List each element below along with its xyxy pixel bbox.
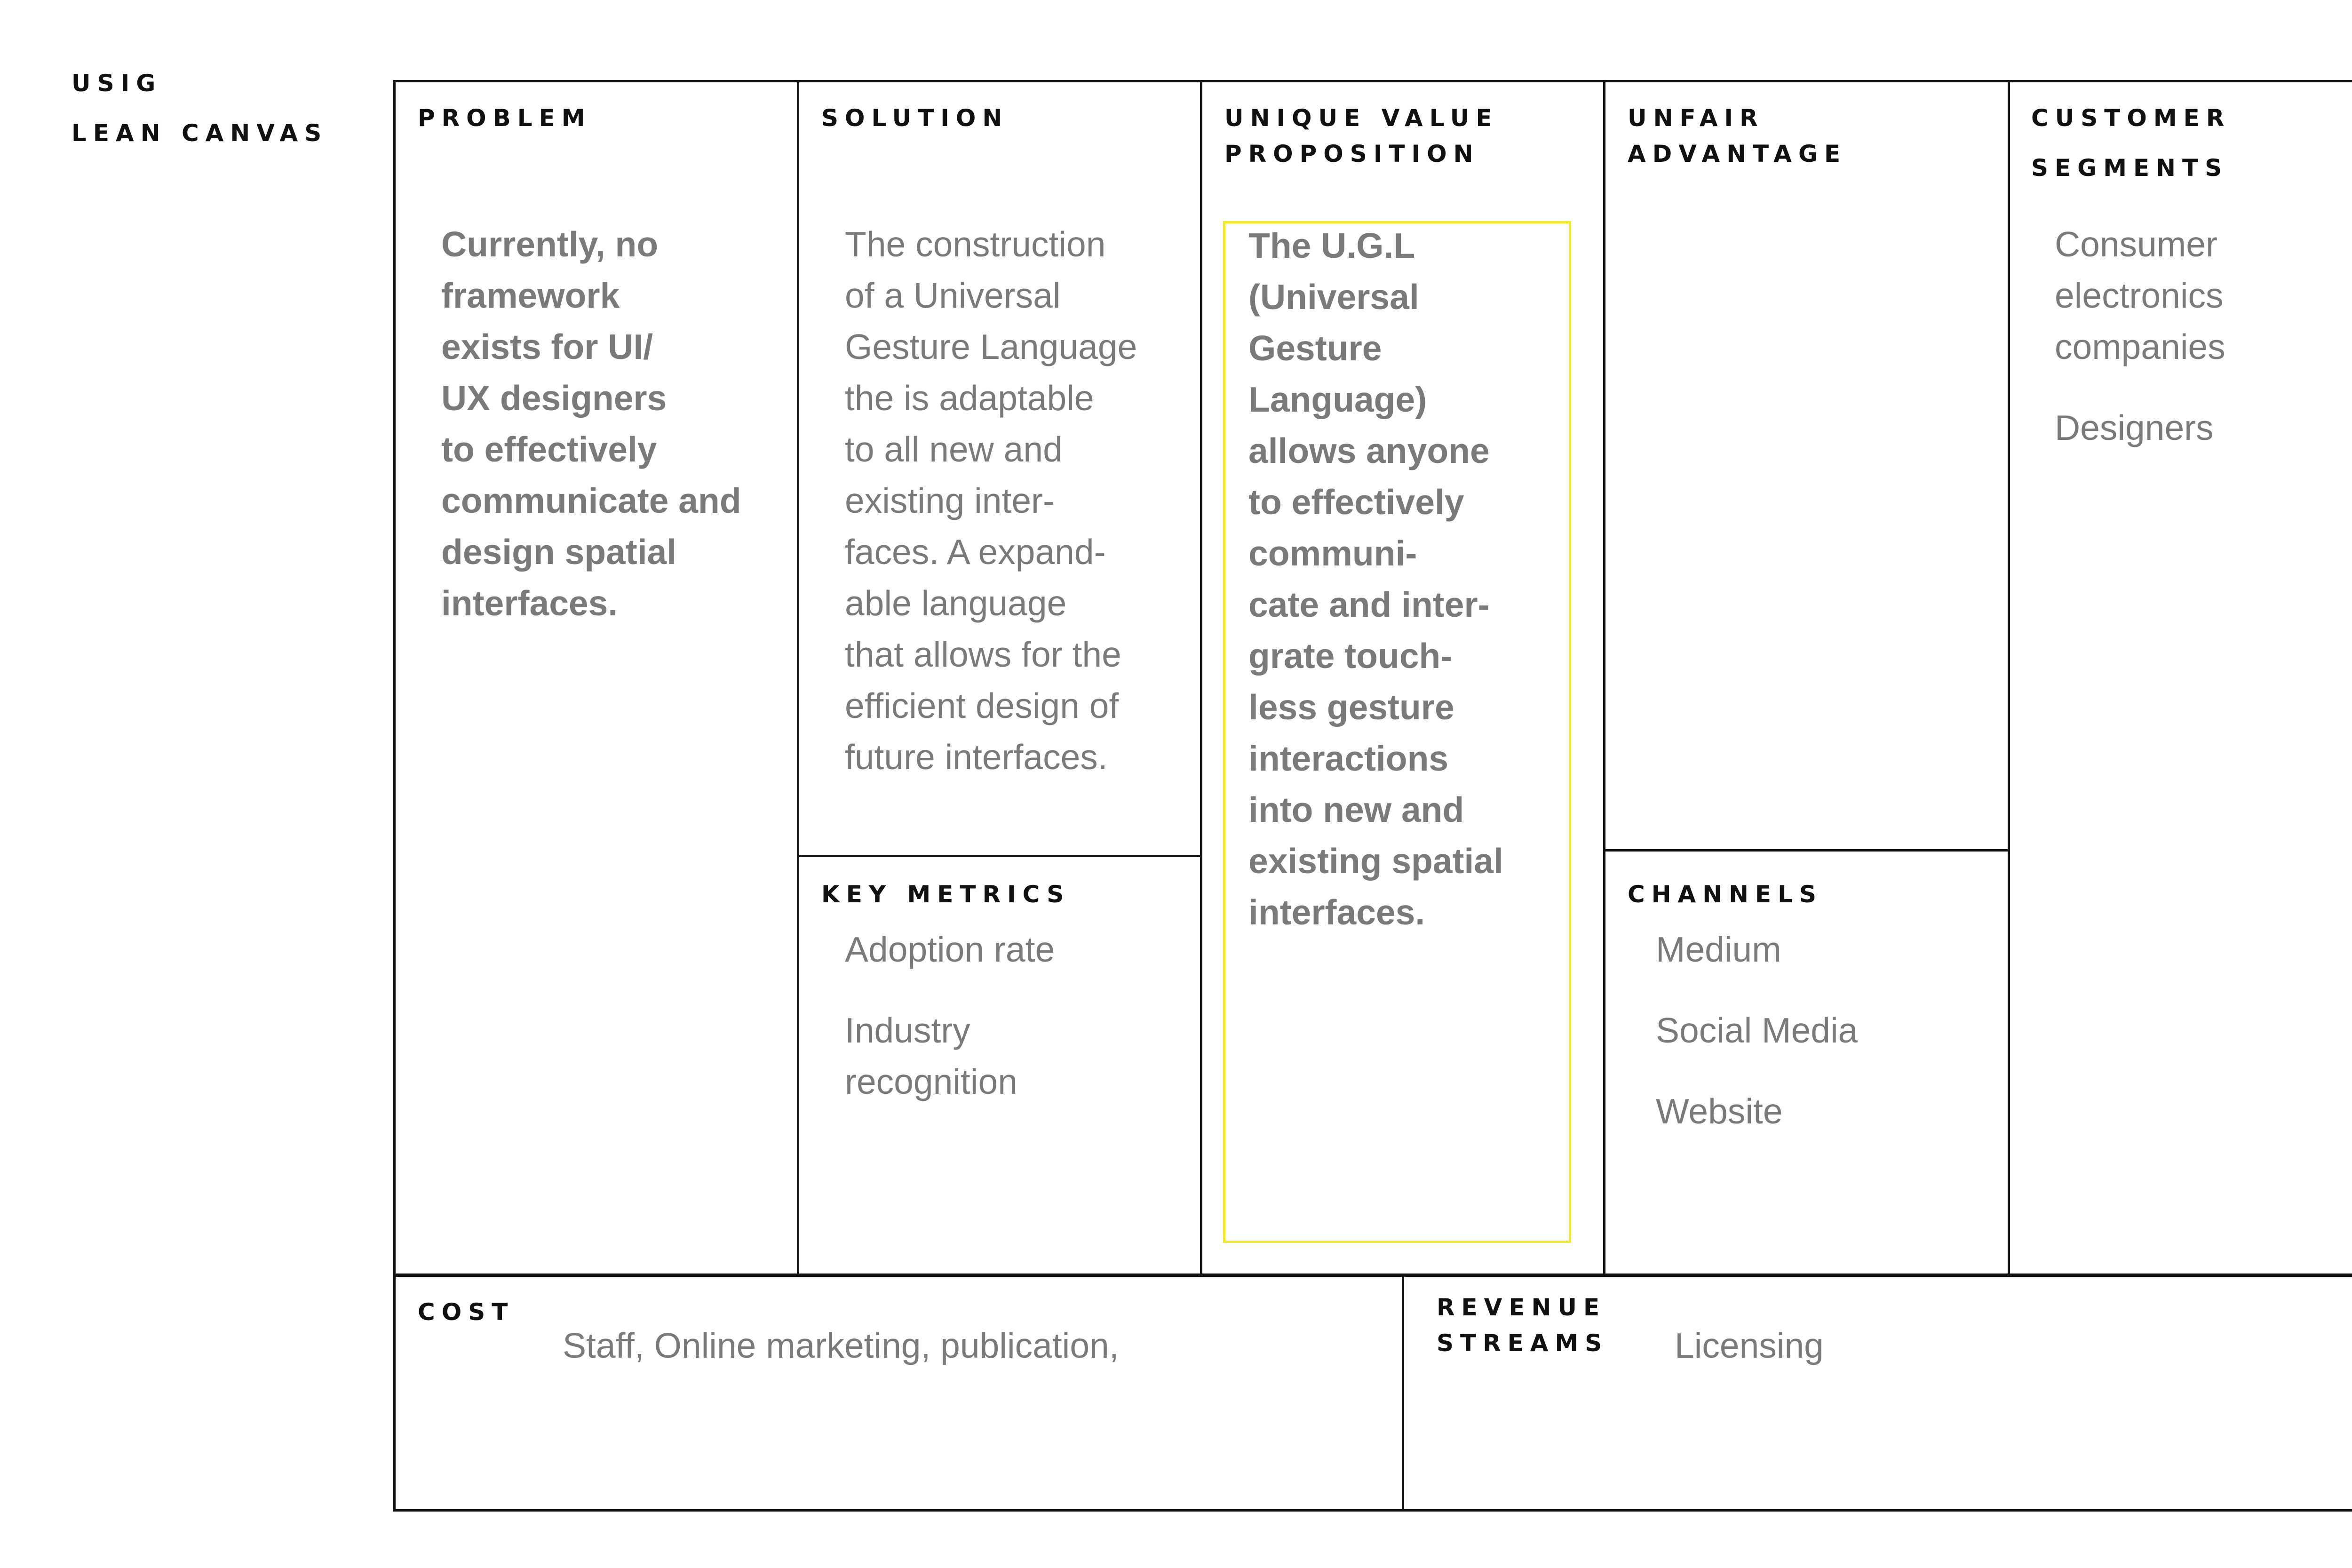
solution-metrics-divider bbox=[797, 855, 1201, 857]
grid-divider-4 bbox=[2008, 80, 2010, 1275]
solution-title: SOLUTION bbox=[821, 104, 1009, 132]
channel-item: Social Media bbox=[1656, 1011, 1858, 1050]
grid-left-border bbox=[393, 80, 396, 1512]
grid-divider-3 bbox=[1603, 80, 1605, 1275]
unfair-advantage-title-line-1: UNFAIR bbox=[1628, 104, 1764, 132]
grid-divider-1 bbox=[797, 80, 799, 1275]
grid-divider-2 bbox=[1200, 80, 1202, 1275]
customer-segment-item: Designers bbox=[2055, 408, 2214, 447]
solution-text: The construction of a Universal Gesture Language the is adaptable to all new and existing inter- faces. A expand- able language that allows for the efficient design of future interfaces. bbox=[845, 224, 1137, 777]
cost-revenue-divider bbox=[1402, 1275, 1404, 1510]
brand-line-1: USIG bbox=[72, 70, 162, 97]
uvp-title-line-2: PROPOSITION bbox=[1224, 140, 1480, 167]
customer-segment-item: Consumer electronics companies bbox=[2055, 224, 2225, 366]
uvp-title-line-1: UNIQUE VALUE bbox=[1224, 104, 1499, 132]
grid-top-border bbox=[393, 80, 2352, 82]
customer-segments-title-line-2: SEGMENTS bbox=[2031, 154, 2229, 182]
key-metric-item: Adoption rate bbox=[845, 930, 1055, 969]
channel-item: Medium bbox=[1656, 930, 1781, 969]
grid-middle-border bbox=[393, 1274, 2352, 1277]
customer-segments-title-line-1: CUSTOMER bbox=[2031, 104, 2231, 132]
problem-text: Currently, no framework exists for UI/ UX designers to effectively communicate and design spatial interfaces. bbox=[441, 224, 741, 623]
unfair-advantage-title-line-2: ADVANTAGE bbox=[1628, 140, 1847, 167]
key-metric-item: Industry recognition bbox=[845, 1011, 1017, 1101]
uvp-text: The U.G.L (Universal Gesture Language) allows anyone to effectively communi- cate and inter- grate touch- less gesture interactions into new and existing spatial interfaces. bbox=[1248, 226, 1503, 932]
revenue-text: Licensing bbox=[1675, 1326, 1824, 1365]
brand-line-2: LEAN CANVAS bbox=[72, 119, 328, 147]
cost-title: COST bbox=[418, 1298, 515, 1326]
problem-title: PROBLEM bbox=[418, 104, 592, 132]
advantage-channels-divider bbox=[1603, 849, 2009, 852]
grid-bottom-border bbox=[393, 1509, 2352, 1512]
key-metrics-title: KEY METRICS bbox=[821, 881, 1071, 908]
channel-item: Website bbox=[1656, 1091, 1783, 1131]
revenue-title-line-1: REVENUE bbox=[1437, 1294, 1606, 1321]
revenue-title-line-2: STREAMS bbox=[1437, 1329, 1609, 1357]
channels-title: CHANNELS bbox=[1628, 881, 1823, 908]
cost-text: Staff, Online marketing, publication, bbox=[563, 1326, 1119, 1365]
